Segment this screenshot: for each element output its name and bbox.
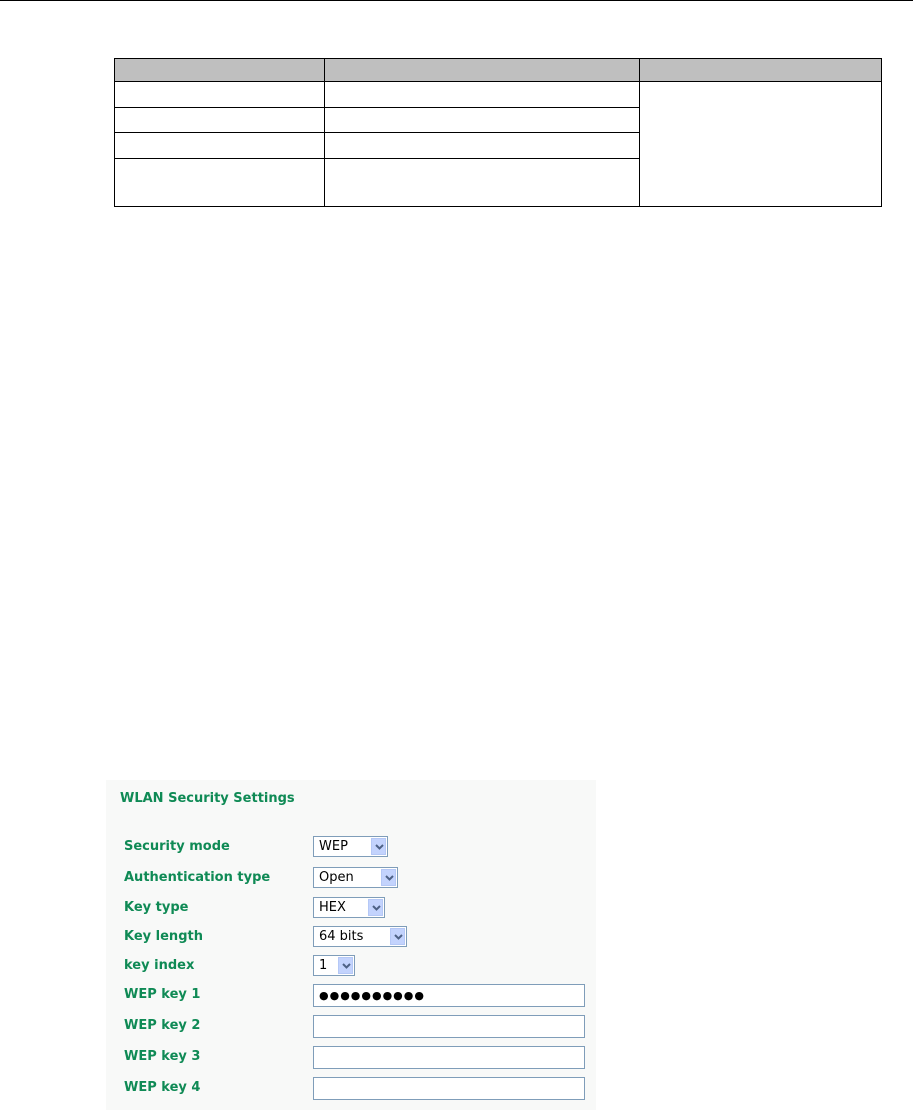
settings-title: WLAN Security Settings — [120, 791, 295, 806]
chevron-down-icon[interactable] — [338, 957, 353, 974]
wep-key-3-label: WEP key 3 — [124, 1049, 201, 1064]
security-mode-label: Security mode — [124, 839, 230, 854]
key-index-label: key index — [124, 958, 195, 973]
table-cell — [115, 82, 325, 108]
header-rule — [0, 0, 913, 1]
authentication-type-row — [106, 867, 596, 889]
table-cell — [115, 133, 325, 159]
chevron-down-icon[interactable] — [368, 899, 383, 916]
key-type-select[interactable] — [313, 897, 385, 918]
key-length-value: 64 bits — [319, 929, 364, 944]
table-row — [115, 82, 882, 108]
settings-reference-table — [114, 58, 882, 207]
wep-key-2-input[interactable] — [313, 1015, 585, 1038]
table-header-cell — [325, 59, 640, 82]
wlan-security-settings-panel — [106, 780, 596, 1110]
table-cell — [325, 107, 640, 133]
authentication-type-label: Authentication type — [124, 870, 271, 885]
chevron-down-icon[interactable] — [390, 928, 405, 945]
table-cell — [115, 107, 325, 133]
wep-key-2-row — [106, 1015, 596, 1037]
key-length-select[interactable] — [313, 926, 407, 947]
wep-key-4-row — [106, 1077, 596, 1099]
chevron-down-icon[interactable] — [381, 869, 396, 886]
authentication-type-value: Open — [319, 870, 354, 885]
wep-key-3-row — [106, 1046, 596, 1068]
wep-key-1-label: WEP key 1 — [124, 987, 201, 1002]
table-header-row — [115, 59, 882, 82]
key-length-label: Key length — [124, 929, 203, 944]
security-mode-row — [106, 836, 596, 858]
key-index-select[interactable] — [313, 955, 355, 976]
wep-key-1-input[interactable] — [313, 984, 585, 1007]
key-type-value: HEX — [319, 900, 346, 915]
wep-key-3-input[interactable] — [313, 1046, 585, 1069]
authentication-type-select[interactable] — [313, 867, 398, 888]
key-type-row — [106, 897, 596, 919]
wep-key-4-input[interactable] — [313, 1077, 585, 1100]
table-header-cell — [640, 59, 882, 82]
key-type-label: Key type — [124, 900, 189, 915]
table-cell — [325, 133, 640, 159]
table-cell — [115, 158, 325, 206]
key-index-row — [106, 955, 596, 977]
security-mode-select[interactable] — [313, 836, 388, 857]
security-mode-value: WEP — [319, 839, 348, 854]
key-index-value: 1 — [319, 958, 328, 973]
wep-key-1-row — [106, 984, 596, 1006]
chevron-down-icon[interactable] — [371, 838, 386, 855]
wep-key-2-label: WEP key 2 — [124, 1018, 201, 1033]
table-merged-cell — [640, 82, 882, 207]
table-cell — [325, 82, 640, 108]
table-cell — [325, 158, 640, 206]
key-length-row — [106, 926, 596, 948]
wep-key-4-label: WEP key 4 — [124, 1080, 201, 1095]
table-header-cell — [115, 59, 325, 82]
